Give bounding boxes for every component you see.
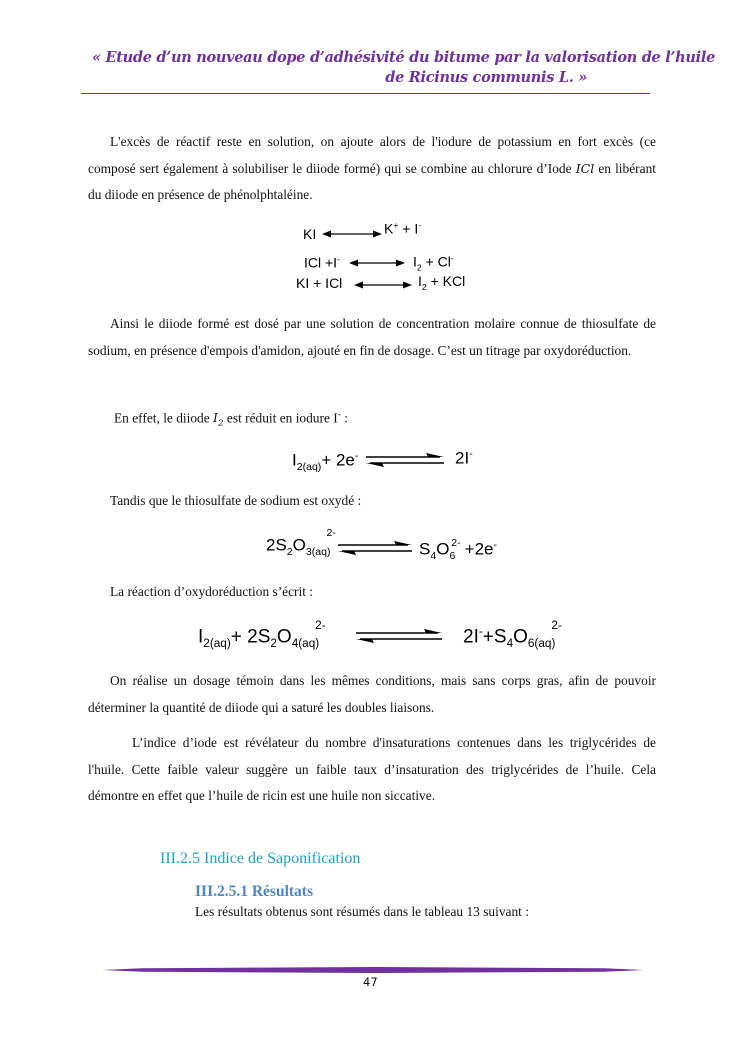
equation-2i-minus: 2I- xyxy=(455,448,473,468)
equilibrium-arrow-eq6 xyxy=(356,629,442,643)
paragraph-text: Tandis que le thiosulfate de sodium est oxydé : xyxy=(110,493,362,508)
paragraph-thiosulfate-oxidized xyxy=(88,488,656,515)
double-arrow-eq1 xyxy=(322,227,382,241)
paragraph-excess-reagent xyxy=(88,129,656,209)
paragraph-diiode-reduction: En effet, le diiode $I_2$ est réduit en iodure I- : xyxy=(114,410,348,429)
page-number: 47 xyxy=(363,975,378,989)
equation-thiosulfate-left: $2S_2O_{3(aq)}^{2-}$ xyxy=(266,527,336,559)
double-arrow-eq3 xyxy=(354,278,412,292)
equation-icl-plus-i: ICl +I- xyxy=(304,254,340,271)
equation-redox-right: $2I^-+S_4O_{6(aq)}^{2-}$ xyxy=(463,619,562,651)
math-icl: ICl xyxy=(575,160,595,176)
equilibrium-arrow-eq5 xyxy=(338,541,412,555)
paragraph-blank-titration xyxy=(88,668,656,721)
paragraph-text: En effet, le diiode xyxy=(114,410,214,426)
paragraph-text: Ainsi le diiode formé est dosé par une solution de concentration molaire connue de thiosulfate de sodium, en présence d'empois d'amidon, ajouté en fin de dosage. C’est un titrage par oxydoréduction. xyxy=(88,316,656,358)
equation-i2-plus-cl: $I_2 + Cl^-$ xyxy=(413,253,454,273)
paragraph-text: en libérant du diiode en présence de phénolphtaléine. xyxy=(88,160,656,202)
running-header-line-1: « Etude d’un nouveau dope d’adhésivité du bitume par la valorisation de l’huile xyxy=(92,49,715,66)
double-arrow-eq2 xyxy=(349,256,405,270)
subsection-title: III.2.5.1 Résultats xyxy=(195,883,313,900)
equation-i2-plus-kcl: $I_2$ + KCl xyxy=(418,273,466,292)
paragraph-text: La réaction d’oxydoréduction s’écrit : xyxy=(110,584,314,599)
equation-redox-left: $I_{2(aq)}+ 2S_2O_{4(aq)}^{2-}$ xyxy=(198,619,326,651)
paragraph-text: On réalise un dosage témoin dans les mêmes conditions, mais sans corps gras, afin de pouvoir déterminer la quantité de diiode qui a saturé les doubles liaisons. xyxy=(88,673,656,715)
paragraph-text: est réduit en iodure I xyxy=(223,410,338,426)
equation-ki-left: KI xyxy=(303,226,317,242)
paragraph-text: L'excès de réactif reste en solution, on ajoute alors de l'iodure de potassium en fort excès (ce composé sert également à solubiliser le diiode formé) qui se combine au chlorure d’Iode xyxy=(88,134,656,176)
paragraph-redox-reaction xyxy=(88,579,656,606)
equation-k-plus-i-minus: K+ + I- xyxy=(384,220,422,237)
paragraph-text: L’indice d’iode est révélateur du nombre d'insaturations contenues dans les triglycérides de l'huile. Cette faible valeur suggère un faible taux d’insaturation des triglycérides de l’huile. Cela démontre en effet que l’huile de ricin est une huile non siccative. xyxy=(88,735,656,803)
math-i2: $I_2$ xyxy=(213,410,224,429)
section-title: III.2.5 Indice de Saponification xyxy=(160,850,361,867)
equation-ki-plus-icl: KI + ICl xyxy=(296,275,343,291)
table-intro-text: Les résultats obtenus sont résumés dans le tableau 13 suivant : xyxy=(195,904,529,919)
equilibrium-arrow-eq4 xyxy=(366,453,444,467)
footer-decorative-bar xyxy=(102,966,644,974)
header-divider xyxy=(81,93,650,94)
running-header-line-2: de Ricinus communis L. » xyxy=(385,69,587,86)
paragraph-thiosulfate-titration xyxy=(88,311,656,364)
paragraph-iodine-index xyxy=(88,730,656,810)
equation-tetrathionate-right: $S_4O_6^{2-} +2e^-$ xyxy=(419,537,498,563)
equation-i2-reduction-left: $I_{2(aq)}+ 2e^-$ xyxy=(292,450,359,474)
